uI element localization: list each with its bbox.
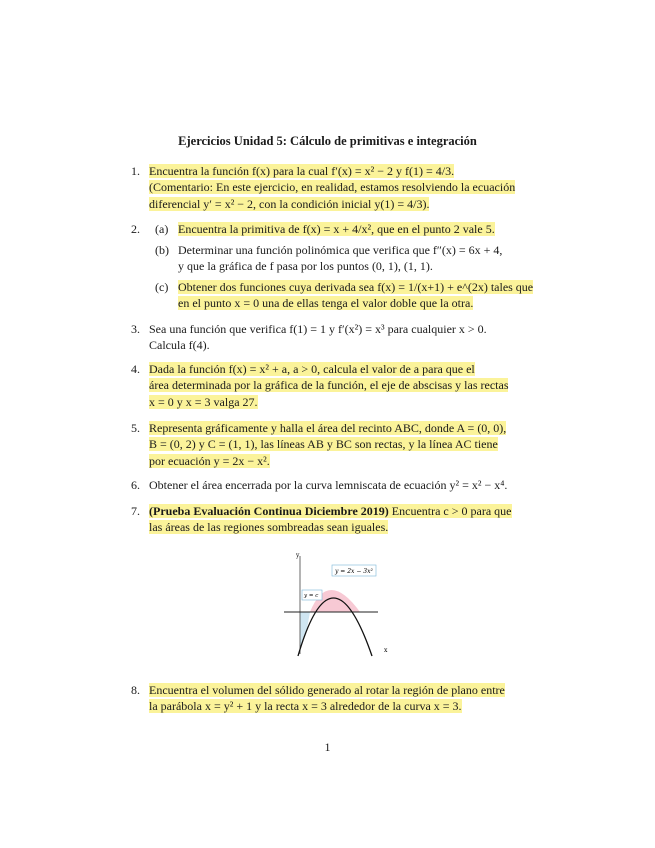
exercise-7-line-1: Encuentra c > 0 para que (388, 504, 512, 518)
part-label: (b) (155, 243, 169, 257)
exercise-number: 8. (131, 683, 140, 697)
exercise-2a (155, 221, 537, 237)
curve-label: y = 2x − 3x² (335, 568, 373, 575)
page-number: 1 (324, 740, 331, 754)
exercise-3-line-1: Sea una función que verifica f(1) = 1 y f′(x²) = x³ para cualquier x > 0. (149, 322, 487, 336)
exercise-2b (155, 242, 537, 275)
y-axis-label: y (296, 552, 300, 559)
exercise-number: 7. (131, 504, 140, 518)
exercise-2c-line-1: Obtener dos funciones cuya derivada sea f(x) = 1/(x+1) + e^(2x) tales que (178, 280, 534, 294)
exercise-number: 5. (131, 421, 140, 435)
exercise-4-line-3: x = 0 y x = 3 valga 27. (149, 394, 258, 409)
exercise-7 (131, 503, 537, 536)
exercise-5-line-3: por ecuación y = 2x − x². (149, 453, 270, 468)
exercise-2a-line-1: Encuentra la primitiva de f(x) = x + 4/x², que en el punto 2 vale 5. (178, 222, 495, 236)
exercise-2b-line-2: y que la gráfica de f pasa por los puntos (0, 1), (1, 1). (178, 259, 433, 274)
exercise-1-line-2: (Comentario: En este ejercicio, en realidad, estamos resolviendo la ecuación (149, 180, 516, 195)
exercise-5-line-1: Representa gráficamente y halla el área del recinto ABC, donde A = (0, 0), (149, 421, 507, 435)
shaded-region-left (300, 612, 310, 648)
exercise-7-figure (280, 548, 398, 658)
exercise-8 (131, 682, 537, 715)
exercise-number: 4. (131, 362, 140, 376)
exercise-6-line-1: Obtener el área encerrada por la curva lemniscata de ecuación y² = x² − x⁴. (149, 478, 508, 492)
x-axis-label: x (384, 647, 388, 654)
exercise-1-line-3: diferencial y′ = x² − 2, con la condición inicial y(1) = 4/3). (149, 196, 430, 211)
part-label: (c) (155, 280, 169, 294)
exercise-8-line-1: Encuentra el volumen del sólido generado al rotar la región de plano entre (149, 683, 505, 697)
exercise-2c (155, 279, 537, 312)
exercise-6 (131, 477, 537, 493)
exercise-3 (131, 321, 537, 354)
exercise-8-line-2: la parábola x = y² + 1 y la recta x = 3 alrededor de la curva x = 3. (149, 699, 462, 714)
exercise-4-line-1: Dada la función f(x) = x² + a, a > 0, calcula el valor de a para que el (149, 362, 475, 376)
exercise-number: 3. (131, 322, 140, 336)
exercise-2c-line-2: en el punto x = 0 una de ellas tenga el valor doble que la otra. (178, 296, 474, 311)
exercise-7-line-2: las áreas de las regiones sombreadas sean iguales. (149, 520, 389, 535)
exercise-5-line-2: B = (0, 2) y C = (1, 1), las líneas AB y BC son rectas, y la línea AC tiene (149, 437, 498, 452)
page-title: Ejercicios Unidad 5: Cálculo de primitivas e integración (178, 134, 477, 148)
exercise-7-bold-lead: (Prueba Evaluación Continua Diciembre 2019) (149, 504, 389, 518)
exercise-number: 2. (131, 222, 140, 236)
exercise-number: 1. (131, 164, 140, 178)
exercise-3-line-2: Calcula f(4). (149, 338, 210, 353)
exercise-1-line-1: Encuentra la función f(x) para la cual f′(x) = x² − 2 y f(1) = 4/3. (149, 164, 455, 178)
exercise-4-line-2: área determinada por la gráfica de la función, el eje de abscisas y las rectas (149, 378, 509, 393)
exercise-2b-line-1: Determinar una función polinómica que verifica que f″(x) = 6x + 4, (178, 243, 503, 257)
exercise-4 (131, 361, 537, 410)
exercise-number: 6. (131, 478, 140, 492)
exercise-1 (131, 163, 537, 212)
line-label: y = c (304, 593, 319, 599)
part-label: (a) (155, 222, 169, 236)
exercise-5 (131, 420, 537, 469)
